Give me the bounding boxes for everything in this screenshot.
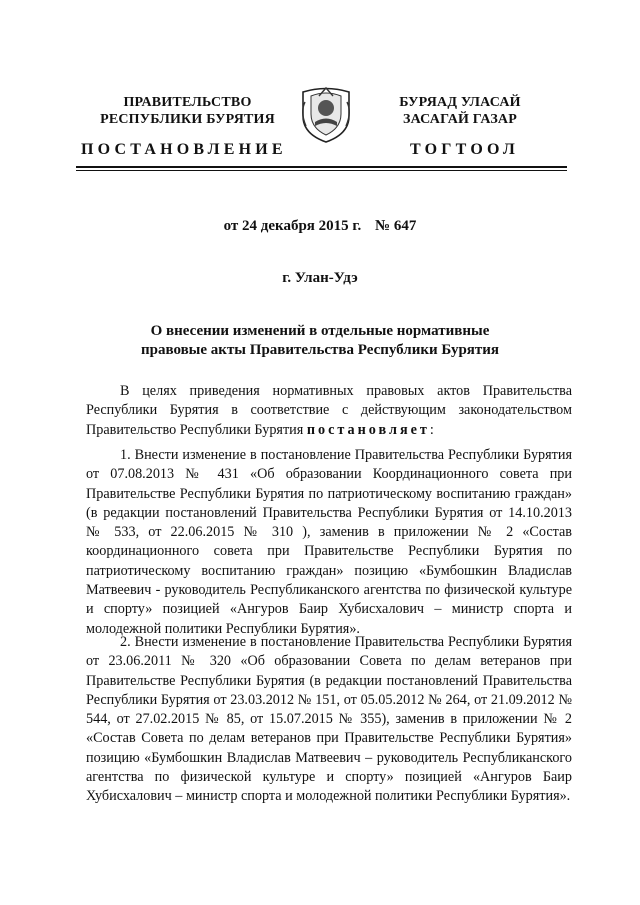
document-number: № 647 [375, 218, 417, 234]
intro-text: В целях приведения нормативных правовых актов Правительства Республики Бурятия в соответствие с действующим законодательством Правительство Республики Бурятия [86, 383, 572, 438]
header-left-line2: РЕСПУБЛИКИ БУРЯТИЯ [100, 112, 275, 127]
header-divider-thin [76, 170, 567, 171]
paragraph-1: 1. Внести изменение в постановление Правительства Республики Бурятия от 07.08.2013 № 431 «Об образовании Координационного совета при Правительстве Республики Бурятия по патриотическому воспитанию граждан» (в редакции постановлений Правительства Республики Бурятия от 14.10.2013 № 533, от 22.06.2015 № 310 ), заменив в приложении № 2 «Состав координационного совета при Правительстве Республики Бурятия по патриотическому воспитанию граждан» позицию «Бумбошкин Владислав Матвеевич - руководитель Республиканского агентства по физической культуре и спорту» позицией «Ангуров Баир Хубисхалович – министр спорта и молодежной политики Республики Бурятия». [86, 447, 572, 637]
subject-line2: правовые акты Правительства Республики Бурятия [140, 342, 500, 358]
paragraph-2: 2. Внести изменение в постановление Правительства Республики Бурятия от 23.06.2011 № 320 «Об образовании Совета по делам ветеранов при Правительстве Республики Бурятия (в редакции постановлений Правительства Республики Бурятия от 23.03.2012 № 151, от 05.05.2012 № 264, от 21.09.2012 № 544, от 27.02.2015 № 85, от 15.07.2015 № 355), заменив в приложении № 2 «Состав Совета по делам ветеранов при Правительстве Республики Бурятия» позицию «Бумбошкин Владислав Матвеевич – руководитель Республиканского агентства по физической культуре и спорту» позицией «Ангуров Баир Хубисхалович – министр спорта и молодежной политики Республики Бурятия». [86, 634, 572, 805]
intro-resolves: постановляет [306, 421, 430, 438]
document-date: от 24 декабря 2015 г. [223, 218, 362, 234]
document-subject [90, 322, 550, 360]
doc-type-bua: ТОГТООЛ [410, 141, 519, 158]
date-number-line [0, 218, 640, 235]
header-right-line1: БУРЯАД УЛАСАЙ [399, 95, 521, 110]
intro-colon: : [429, 421, 434, 438]
document-city: г. Улан-Удэ [282, 270, 358, 286]
coat-of-arms-icon [297, 82, 355, 144]
header-left-line1: ПРАВИТЕЛЬСТВО [123, 95, 252, 110]
header-right-line2: ЗАСАГАЙ ГАЗАР [402, 112, 517, 127]
intro-paragraph [86, 382, 572, 440]
header-left [100, 94, 275, 128]
header-divider-thick [76, 166, 567, 168]
doc-type-ru: ПОСТАНОВЛЕНИЕ [81, 141, 287, 158]
header-right [375, 94, 545, 128]
subject-line1: О внесении изменений в отдельные нормативные [150, 323, 490, 339]
